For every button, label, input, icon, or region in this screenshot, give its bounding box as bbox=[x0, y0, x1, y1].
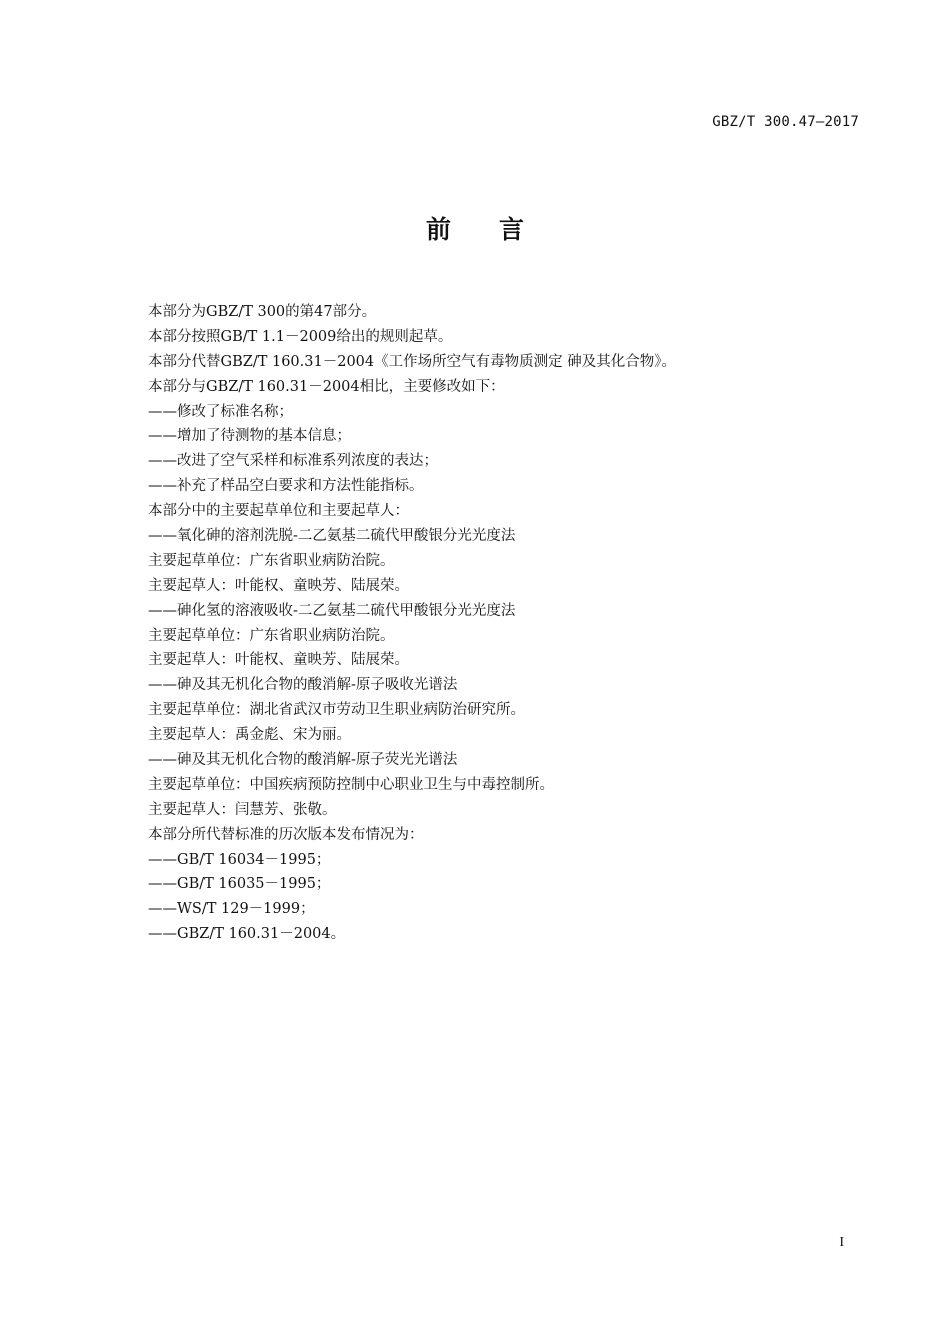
body-line: 主要起草人：禹金彪、宋为丽。 bbox=[148, 727, 351, 744]
body-line: 主要起草人：闫慧芳、张敬。 bbox=[148, 801, 337, 818]
body-line: 本部分按照GB/T 1.1－2009给出的规则起草。 bbox=[148, 328, 453, 345]
body-line: ——氧化砷的溶剂洗脱-二乙氨基二硫代甲酸银分光光度法 bbox=[148, 528, 516, 545]
body-line: 本部分代替GBZ/T 160.31－2004《工作场所空气有毒物质测定 砷及其化合物》。 bbox=[148, 353, 676, 370]
body-line: ——GB/T 16035－1995； bbox=[148, 876, 331, 893]
body-line: ——GB/T 16034－1995； bbox=[148, 851, 331, 868]
body-line: 主要起草人：叶能权、童映芳、陆展荣。 bbox=[148, 652, 409, 669]
page-number: I bbox=[839, 1235, 844, 1250]
body-line: 主要起草单位：湖北省武汉市劳动卫生职业病防治研究所。 bbox=[148, 702, 525, 719]
body-line: ——砷及其无机化合物的酸消解-原子荧光光谱法 bbox=[148, 752, 458, 769]
body-line: ——砷及其无机化合物的酸消解-原子吸收光谱法 bbox=[148, 677, 458, 694]
body-line: 主要起草单位：中国疾病预防控制中心职业卫生与中毒控制所。 bbox=[148, 776, 554, 793]
page-title: 前言 bbox=[425, 215, 572, 244]
body-line: ——增加了待测物的基本信息； bbox=[148, 428, 351, 445]
body-line: 本部分为GBZ/T 300的第47部分。 bbox=[148, 304, 377, 320]
body-line: 主要起草单位：广东省职业病防治院。 bbox=[148, 552, 395, 569]
body-line: ——GBZ/T 160.31－2004。 bbox=[148, 926, 346, 943]
body-line: 本部分所代替标准的历次版本发布情况为： bbox=[148, 826, 424, 843]
foreword-body bbox=[148, 300, 868, 947]
body-line: ——砷化氢的溶液吸收-二乙氨基二硫代甲酸银分光光度法 bbox=[148, 602, 516, 619]
body-line: ——补充了样品空白要求和方法性能指标。 bbox=[148, 478, 424, 495]
body-line: 本部分中的主要起草单位和主要起草人： bbox=[148, 503, 409, 520]
body-line: 本部分与GBZ/T 160.31－2004相比，主要修改如下： bbox=[148, 378, 505, 395]
body-line: 主要起草单位：广东省职业病防治院。 bbox=[148, 627, 395, 644]
body-line: ——改进了空气采样和标准系列浓度的表达； bbox=[148, 453, 438, 470]
document-code: GBZ/T 300.47—2017 bbox=[712, 114, 859, 130]
body-line: ——修改了标准名称； bbox=[148, 403, 293, 420]
body-line: 主要起草人：叶能权、童映芳、陆展荣。 bbox=[148, 577, 409, 594]
body-line: ——WS/T 129－1999； bbox=[148, 901, 315, 918]
